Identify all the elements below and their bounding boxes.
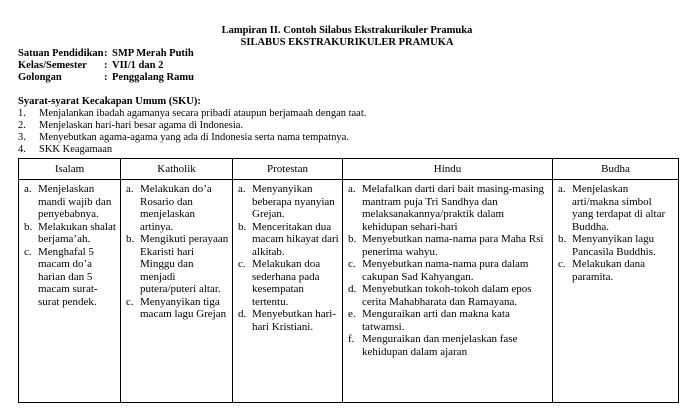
column-header-hindu: Hindu	[343, 159, 553, 180]
list-item: c. Menghafal 5 macam do’a harian dan 5 macam surat-surat pendek.	[24, 245, 98, 308]
sku-text: Menjelaskan hari-hari besar agama di Indonesia.	[39, 120, 244, 131]
sku-number: 3.	[18, 132, 26, 143]
meta-key: Satuan Pendidikan	[18, 48, 104, 59]
sku-text: SKK Keagamaan	[39, 144, 113, 155]
list-item: c. Menyanyikan tiga macam lagu Grejan	[126, 295, 227, 320]
protestan-cell	[233, 180, 343, 403]
list-item: a. Menjelaskan arti/makna simbol yang terdapat di altar Buddha.	[558, 183, 666, 233]
list-item: f. Menguraikan dan menjelaskan fase kehidupan dalam ajaran	[348, 333, 518, 358]
table-header-row	[19, 159, 679, 180]
sku-heading: Syarat-syarat Kecakapan Umum (SKU):	[18, 96, 201, 107]
doc-heading: Lampiran II. Contoh Silabus Ekstrakurikuler Pramuka	[221, 25, 473, 36]
skk-religion-table	[18, 158, 679, 403]
column-header-protestan: Protestan	[233, 159, 343, 180]
list-item: b. Melakukan shalat berjama’ah.	[24, 220, 116, 245]
list-item: c. Melakukan dana paramita.	[558, 258, 645, 283]
list-item: c. Menyebutkan nama-nama pura dalam cakupan Sad Kahyangan.	[348, 258, 529, 283]
katholik-cell	[121, 180, 233, 403]
meta-key: Kelas/Semester	[18, 60, 87, 71]
meta-value: SMP Merah Putih	[112, 48, 194, 59]
sku-number: 1.	[18, 108, 26, 119]
meta-row: Kelas/Semester : VII/1 dan 2	[18, 60, 164, 71]
sku-item	[18, 120, 243, 132]
islam-cell	[19, 180, 121, 403]
list-item: b. Mengikuti perayaan Ekaristi hari Minggu dan menjadi putera/puteri altar.	[126, 233, 229, 295]
meta-value: VII/1 dan 2	[112, 60, 164, 71]
sku-number: 4.	[18, 144, 26, 155]
column-header-budha: Budha	[553, 159, 679, 180]
hindu-cell	[343, 180, 553, 403]
list-item: b. Menceritakan dua macam hikayat dari alkitab.	[238, 220, 339, 258]
list-item: a. Melakukan do’a Rosario dan menjelaskan artinya.	[126, 183, 212, 233]
meta-value: Penggalang Ramu	[112, 72, 194, 83]
list-item: d. Menyebutkan tokoh-tokoh dalam epos cerita Mahabharata dan Ramayana.	[348, 283, 532, 308]
list-item: a. Menyanyikan beberapa nyanyian Grejan.	[238, 183, 335, 220]
sku-text: Menyebutkan agama-agama yang ada di Indonesia serta nama tempatnya.	[39, 132, 349, 143]
sku-item	[18, 108, 366, 120]
meta-row: Golongan : Penggalang Ramu	[18, 72, 194, 83]
meta-key: Golongan	[18, 72, 62, 83]
list-item: b. Menyebutkan nama-nama para Maha Rsi penerima wahyu.	[348, 233, 544, 258]
list-item: b. Menyanyikan lagu Pancasila Buddhis.	[558, 233, 656, 258]
meta-row: Satuan Pendidikan: SMP Merah Putih	[18, 48, 194, 59]
list-item: a. Menjelaskan mandi wajib dan penyebabnya.	[24, 183, 112, 220]
list-item: d. Menyebutkan hari-hari Kristiani.	[238, 308, 336, 333]
sku-text: Menjalankan ibadah agamanya secara pribadi ataupun berjamaah dengan taat.	[39, 108, 367, 119]
list-item: c. Melakukan doa sederhana pada kesempatan tertentu.	[238, 258, 321, 308]
sku-number: 2.	[18, 120, 26, 131]
budha-cell	[553, 180, 679, 403]
column-header-katholik: Katholik	[121, 159, 233, 180]
sku-item	[18, 144, 112, 156]
doc-subheading: SILABUS EKSTRAKURIKULER PRAMUKA	[240, 37, 454, 48]
list-item: e. Menguraikan arti dan makna kata tatwamsi.	[348, 308, 510, 333]
column-header-islam: Isalam	[19, 159, 121, 180]
sku-item	[18, 132, 349, 144]
list-item: a. Melafalkan darti dari bait masing-masing mantram puja Tri Sandhya dan melaksanakannya/praktik dalam kehidupan sehari-hari	[348, 183, 545, 233]
table-row	[19, 180, 679, 403]
